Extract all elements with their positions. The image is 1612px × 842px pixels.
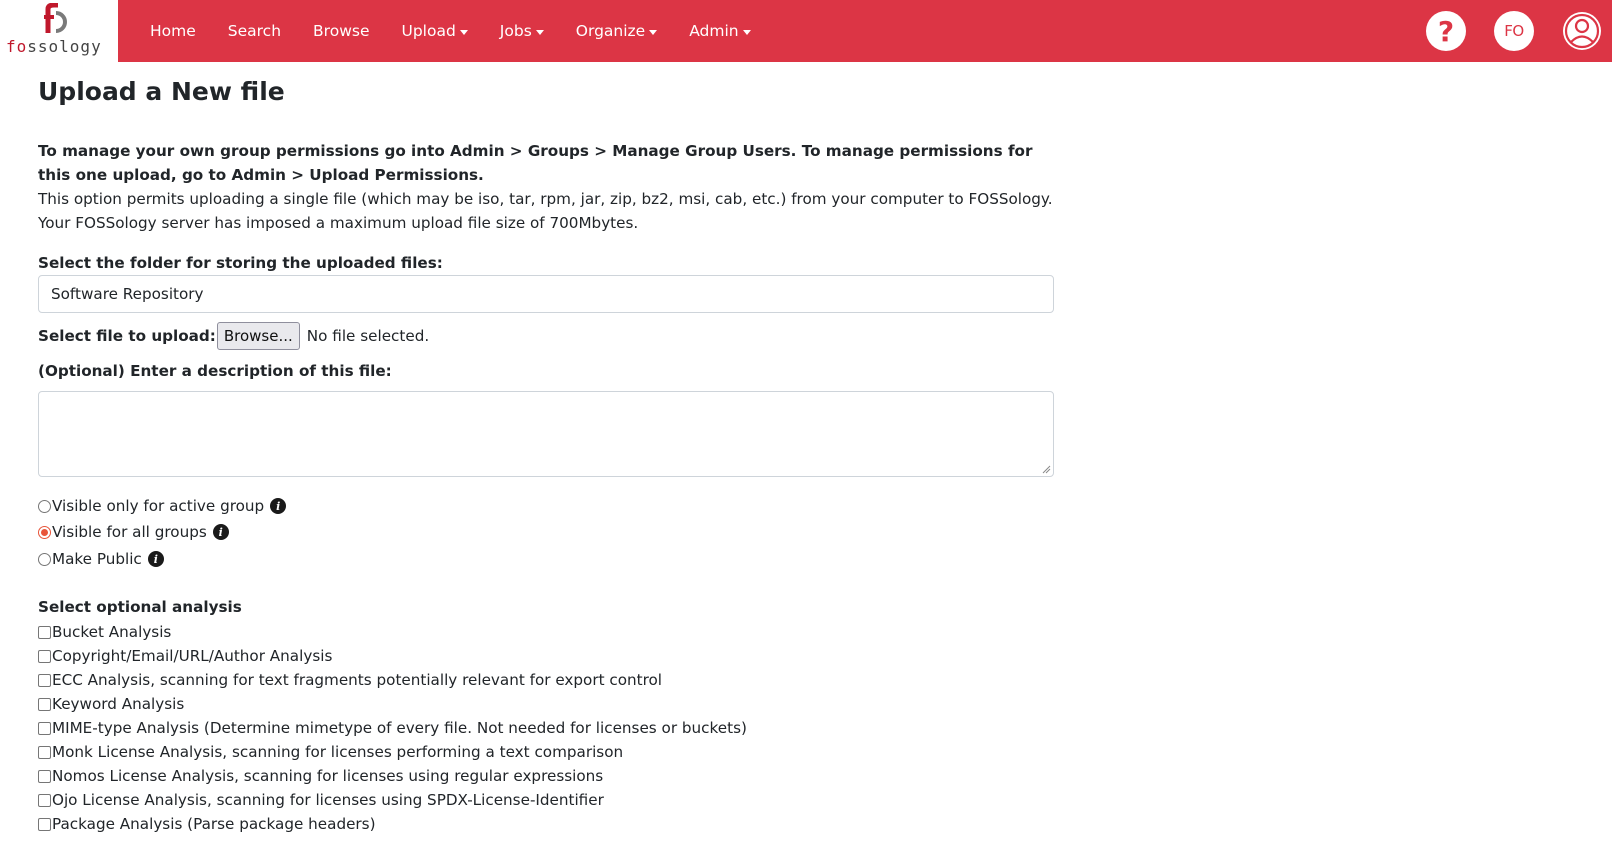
permissions-note: To manage your own group permissions go into Admin > Groups > Manage Group Users. To manage permissions for this one upload, go to Admin > Upload Permissions. xyxy=(38,142,1033,184)
file-label: Select file to upload: xyxy=(38,327,216,345)
nav-jobs-dropdown[interactable] xyxy=(484,22,560,40)
nav-admin-label: Admin xyxy=(689,22,739,40)
visibility-option-public[interactable] xyxy=(38,548,164,570)
visibility-option-all-groups[interactable] xyxy=(38,521,229,543)
analysis-option-mimetype[interactable] xyxy=(38,717,747,739)
analysis-option-bucket[interactable] xyxy=(38,621,171,643)
checkbox-nomos[interactable] xyxy=(38,770,51,783)
info-icon[interactable]: i xyxy=(213,524,229,540)
upload-description-note: This option permits uploading a single file (which may be iso, tar, rpm, jar, zip, bz2, msi, cab, etc.) from your computer to FOSSology. Your FOSSology server has imposed a maximum upload file size of 700Mbytes. xyxy=(38,190,1053,232)
checkbox-package[interactable] xyxy=(38,818,51,831)
top-navbar xyxy=(0,0,1612,62)
description-textarea[interactable] xyxy=(38,391,1054,477)
nav-jobs-label: Jobs xyxy=(499,22,532,40)
visibility-label-all-groups: Visible for all groups xyxy=(52,523,207,541)
nav-search[interactable] xyxy=(212,22,297,40)
analysis-label-bucket: Bucket Analysis xyxy=(52,623,172,641)
optional-analysis-label: Select optional analysis xyxy=(38,598,242,616)
description-label: (Optional) Enter a description of this file: xyxy=(38,362,392,380)
analysis-option-ecc[interactable] xyxy=(38,669,662,691)
nav-search-label: Search xyxy=(227,22,282,40)
nav-admin-dropdown[interactable] xyxy=(673,22,766,40)
analysis-label-package: Package Analysis (Parse package headers) xyxy=(52,815,376,833)
folder-select[interactable] xyxy=(38,275,1054,313)
analysis-label-ecc: ECC Analysis, scanning for text fragments potentially relevant for export control xyxy=(52,671,662,689)
analysis-option-monk[interactable] xyxy=(38,741,623,763)
caret-down-icon xyxy=(536,30,544,35)
help-icon: ? xyxy=(1437,14,1455,48)
user-account-icon[interactable] xyxy=(1562,11,1602,51)
analysis-label-ojo: Ojo License Analysis, scanning for licenses using SPDX-License-Identifier xyxy=(52,791,604,809)
nav-upload-dropdown[interactable] xyxy=(385,22,483,40)
visibility-label-public: Make Public xyxy=(52,550,142,568)
analysis-label-nomos: Nomos License Analysis, scanning for licenses using regular expressions xyxy=(52,767,604,785)
nav-organize-label: Organize xyxy=(575,22,646,40)
fossology-logo-mark-icon xyxy=(42,3,74,35)
visibility-label-active-group: Visible only for active group xyxy=(52,497,265,515)
page-title: Upload a New file xyxy=(38,77,285,106)
checkbox-copyright[interactable] xyxy=(38,650,51,663)
nav-browse[interactable] xyxy=(297,22,385,40)
analysis-label-copyright: Copyright/Email/URL/Author Analysis xyxy=(52,647,333,665)
radio-all-groups[interactable] xyxy=(38,526,51,539)
analysis-label-keyword: Keyword Analysis xyxy=(52,695,185,713)
analysis-option-keyword[interactable] xyxy=(38,693,184,715)
checkbox-bucket[interactable] xyxy=(38,626,51,639)
nav-browse-label: Browse xyxy=(313,22,370,40)
checkbox-mimetype[interactable] xyxy=(38,722,51,735)
radio-make-public[interactable] xyxy=(38,553,51,566)
resize-grip-icon[interactable] xyxy=(1041,464,1051,474)
nav-upload-label: Upload xyxy=(401,22,456,40)
nav-home[interactable] xyxy=(134,22,212,40)
folder-label: Select the folder for storing the uploaded files: xyxy=(38,254,443,272)
user-initials-button[interactable] xyxy=(1494,11,1534,51)
analysis-option-ojo[interactable] xyxy=(38,789,604,811)
analysis-option-nomos[interactable] xyxy=(38,765,603,787)
info-icon[interactable]: i xyxy=(148,551,164,567)
analysis-label-mimetype: MIME-type Analysis (Determine mimetype of every file. Not needed for licenses or buckets) xyxy=(52,719,747,737)
checkbox-monk[interactable] xyxy=(38,746,51,759)
nav-home-label: Home xyxy=(150,22,196,40)
fossology-logo[interactable] xyxy=(0,0,118,62)
browse-button-label: Browse... xyxy=(223,327,293,345)
no-file-status: No file selected. xyxy=(306,327,430,345)
nav-organize-dropdown[interactable] xyxy=(560,22,673,40)
logo-text xyxy=(6,37,102,56)
logo-text-rest: ssology xyxy=(27,37,102,56)
browse-button[interactable] xyxy=(217,322,300,350)
radio-active-group[interactable] xyxy=(38,500,51,513)
logo-text-brand: fo xyxy=(6,37,28,56)
visibility-option-active-group[interactable] xyxy=(38,495,286,517)
analysis-option-copyright[interactable] xyxy=(38,645,332,667)
analysis-label-monk: Monk License Analysis, scanning for licenses performing a text comparison xyxy=(52,743,624,761)
file-upload-row xyxy=(38,322,429,350)
caret-down-icon xyxy=(460,30,468,35)
caret-down-icon xyxy=(649,30,657,35)
checkbox-keyword[interactable] xyxy=(38,698,51,711)
user-initials: FO xyxy=(1504,22,1524,40)
checkbox-ojo[interactable] xyxy=(38,794,51,807)
checkbox-ecc[interactable] xyxy=(38,674,51,687)
help-button[interactable] xyxy=(1426,11,1466,51)
folder-select-value: Software Repository xyxy=(51,285,204,303)
analysis-option-package[interactable] xyxy=(38,813,376,835)
caret-down-icon xyxy=(743,30,751,35)
info-icon[interactable]: i xyxy=(270,498,286,514)
main-nav xyxy=(134,0,767,62)
